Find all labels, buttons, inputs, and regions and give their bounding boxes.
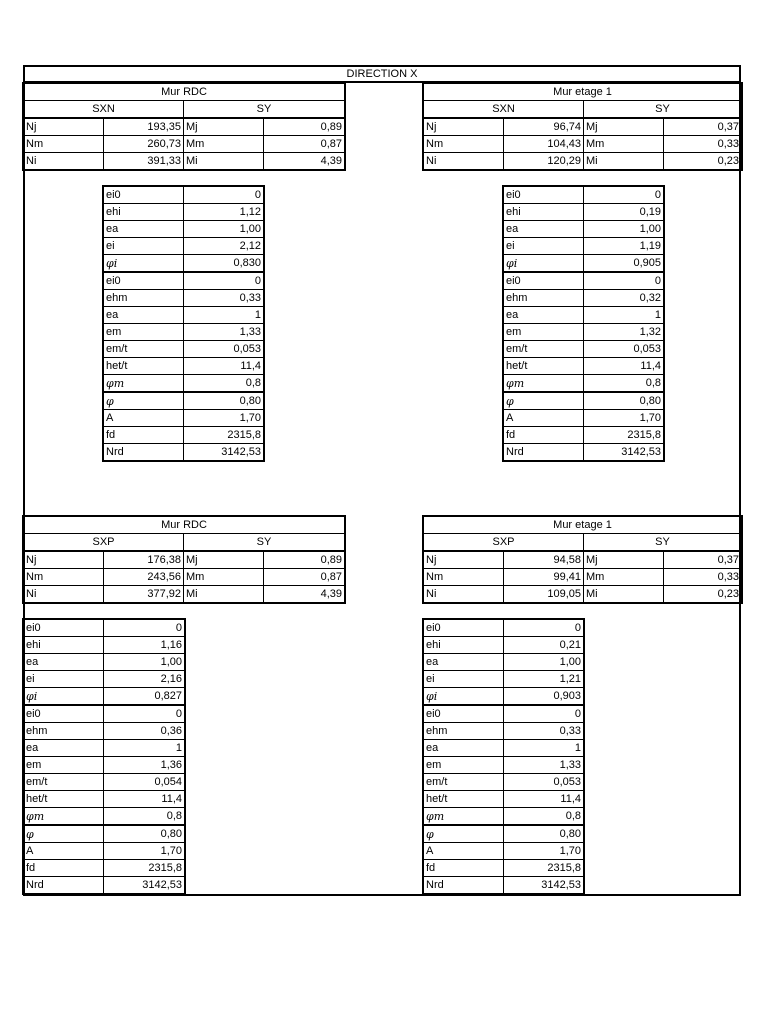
calc-label: ei0 [424, 705, 504, 723]
calc-label: ei0 [424, 620, 504, 637]
calc-label: ei0 [504, 272, 584, 290]
calc-value: 0 [184, 272, 264, 290]
calc-label: φi [24, 688, 104, 706]
row-label: Mj [184, 551, 264, 569]
row-label: Mi [584, 153, 664, 170]
calc-row [24, 620, 185, 637]
wall-title: Mur etage 1 [424, 517, 742, 534]
row-label: Mj [584, 551, 664, 569]
calc-label: ei0 [24, 705, 104, 723]
force-table-etage1-sxn [423, 83, 742, 170]
row-value: 243,56 [104, 569, 184, 586]
row-label: Nj [424, 551, 504, 569]
calc-label: A [424, 843, 504, 860]
calc-label: ea [504, 221, 584, 238]
calc-value: 3142,53 [504, 877, 584, 894]
calc-label: φ [24, 825, 104, 843]
calc-row [504, 255, 664, 273]
calc-label: φ [424, 825, 504, 843]
calc-value: 11,4 [184, 358, 264, 375]
row-value: 377,92 [104, 586, 184, 603]
calc-row [424, 877, 584, 894]
calc-row [504, 290, 664, 307]
calc-label: Nrd [104, 444, 184, 461]
calc-value: 0,21 [504, 637, 584, 654]
calc-table-rdc-sxp [23, 619, 185, 894]
calc-label: ehi [104, 204, 184, 221]
calc-row [424, 654, 584, 671]
calc-value: 0,19 [584, 204, 664, 221]
calc-row [24, 843, 185, 860]
row-label: Mm [584, 136, 664, 153]
calc-value: 3142,53 [584, 444, 664, 461]
calc-row [104, 375, 264, 393]
row-label: Nj [24, 551, 104, 569]
calc-label: het/t [424, 791, 504, 808]
calc-label: φm [104, 375, 184, 393]
col-header-sx: SXN [24, 101, 184, 119]
calc-value: 0,80 [184, 392, 264, 410]
calc-row [424, 825, 584, 843]
calc-row [24, 723, 185, 740]
row-value: 0,33 [664, 569, 742, 586]
calc-row [504, 375, 664, 393]
calc-row [104, 307, 264, 324]
row-value: 120,29 [504, 153, 584, 170]
calc-label: ei [504, 238, 584, 255]
calc-label: A [504, 410, 584, 427]
col-header-sy: SY [184, 101, 345, 119]
calc-value: 3142,53 [184, 444, 264, 461]
calc-value: 11,4 [104, 791, 185, 808]
calc-label: Nrd [24, 877, 104, 894]
row-value: 0,23 [664, 586, 742, 603]
calc-value: 0,32 [584, 290, 664, 307]
calc-value: 2315,8 [184, 427, 264, 444]
calc-value: 0,8 [104, 808, 185, 826]
calc-row [24, 791, 185, 808]
calc-label: fd [504, 427, 584, 444]
calc-row [424, 843, 584, 860]
calc-label: ea [424, 740, 504, 757]
row-value: 109,05 [504, 586, 584, 603]
row-label: Nj [24, 118, 104, 136]
calc-label: ei0 [24, 620, 104, 637]
calc-label: ehm [424, 723, 504, 740]
calc-label: het/t [24, 791, 104, 808]
calc-value: 0 [504, 620, 584, 637]
calc-value: 0,905 [584, 255, 664, 273]
row-value: 94,58 [504, 551, 584, 569]
calc-label: ei [24, 671, 104, 688]
calc-label: ea [424, 654, 504, 671]
calc-label: em [104, 324, 184, 341]
calc-label: φi [504, 255, 584, 273]
col-header-sx: SXN [424, 101, 584, 119]
calc-row [24, 654, 185, 671]
calc-value: 0,054 [104, 774, 185, 791]
calc-label: em/t [24, 774, 104, 791]
calc-value: 1,33 [184, 324, 264, 341]
row-label: Ni [424, 586, 504, 603]
calc-row [424, 688, 584, 706]
row-value: 4,39 [264, 153, 345, 170]
calc-row [104, 358, 264, 375]
col-header-sy: SY [584, 101, 742, 119]
calc-row [104, 392, 264, 410]
calc-label: ei0 [504, 187, 584, 204]
calc-row [104, 238, 264, 255]
calc-label: em [24, 757, 104, 774]
col-header-sx: SXP [424, 534, 584, 552]
calc-value: 0,8 [184, 375, 264, 393]
row-label: Nm [424, 569, 504, 586]
calc-label: het/t [104, 358, 184, 375]
calc-value: 1,70 [104, 843, 185, 860]
calc-table-etage1-sxp [423, 619, 584, 894]
col-header-sy: SY [584, 534, 742, 552]
calc-label: A [24, 843, 104, 860]
calc-row [104, 255, 264, 273]
calc-value: 1,00 [584, 221, 664, 238]
calc-row [24, 774, 185, 791]
calc-row [104, 324, 264, 341]
calc-value: 0,36 [104, 723, 185, 740]
calc-label: ei [104, 238, 184, 255]
calc-row [504, 221, 664, 238]
calc-label: ea [504, 307, 584, 324]
calc-row [24, 877, 185, 894]
calc-value: 0 [104, 705, 185, 723]
row-label: Mj [184, 118, 264, 136]
row-label: Mi [584, 586, 664, 603]
wall-title: Mur etage 1 [424, 84, 742, 101]
calc-label: em/t [424, 774, 504, 791]
calc-value: 0,053 [504, 774, 584, 791]
calc-row [424, 723, 584, 740]
calc-label: ehi [424, 637, 504, 654]
row-label: Ni [24, 586, 104, 603]
calc-label: Nrd [424, 877, 504, 894]
calc-row [504, 324, 664, 341]
calc-label: em/t [104, 341, 184, 358]
calc-row [424, 637, 584, 654]
calc-row [104, 272, 264, 290]
calc-value: 1 [184, 307, 264, 324]
calc-row [504, 444, 664, 461]
wall-title: Mur RDC [24, 517, 345, 534]
calc-table-rdc-sxn [103, 186, 264, 461]
calc-value: 11,4 [504, 791, 584, 808]
wall-title: Mur RDC [24, 84, 345, 101]
calc-row [104, 341, 264, 358]
calc-value: 0,903 [504, 688, 584, 706]
calc-row [24, 740, 185, 757]
row-label: Ni [24, 153, 104, 170]
calc-value: 2315,8 [504, 860, 584, 877]
row-value: 0,37 [664, 551, 742, 569]
calc-label: em/t [504, 341, 584, 358]
row-value: 0,87 [264, 136, 345, 153]
calc-row [424, 860, 584, 877]
calc-value: 0,80 [584, 392, 664, 410]
row-label: Mm [184, 569, 264, 586]
calc-row [504, 307, 664, 324]
calc-label: φ [504, 392, 584, 410]
calc-label: φ [104, 392, 184, 410]
row-value: 391,33 [104, 153, 184, 170]
row-label: Nm [424, 136, 504, 153]
calc-row [104, 204, 264, 221]
calc-label: fd [424, 860, 504, 877]
row-value: 4,39 [264, 586, 345, 603]
calc-row [504, 204, 664, 221]
row-value: 0,37 [664, 118, 742, 136]
calc-value: 1,32 [584, 324, 664, 341]
calc-label: φm [424, 808, 504, 826]
row-label: Nm [24, 569, 104, 586]
calc-row [504, 341, 664, 358]
calc-label: φi [104, 255, 184, 273]
force-table-rdc-sxn [23, 83, 345, 170]
calc-row [424, 705, 584, 723]
calc-value: 1,00 [504, 654, 584, 671]
calc-label: ei0 [104, 272, 184, 290]
calc-value: 1,00 [104, 654, 185, 671]
calc-value: 1,70 [584, 410, 664, 427]
row-value: 260,73 [104, 136, 184, 153]
calc-label: ei0 [104, 187, 184, 204]
calc-label: A [104, 410, 184, 427]
calc-row [424, 671, 584, 688]
calc-row [424, 774, 584, 791]
calc-label: Nrd [504, 444, 584, 461]
calc-row [104, 221, 264, 238]
calc-label: ea [24, 740, 104, 757]
calc-label: em [504, 324, 584, 341]
calc-value: 0,8 [504, 808, 584, 826]
calc-value: 1,70 [504, 843, 584, 860]
calc-label: ehm [104, 290, 184, 307]
calc-value: 1 [504, 740, 584, 757]
direction-title: DIRECTION X [23, 65, 741, 83]
calc-row [504, 238, 664, 255]
calc-value: 0 [584, 187, 664, 204]
col-header-sx: SXP [24, 534, 184, 552]
row-label: Nj [424, 118, 504, 136]
row-value: 0,89 [264, 118, 345, 136]
calc-label: φm [24, 808, 104, 826]
calc-row [24, 860, 185, 877]
calc-row [424, 620, 584, 637]
calc-label: φi [424, 688, 504, 706]
calc-row [424, 791, 584, 808]
row-value: 99,41 [504, 569, 584, 586]
force-table-rdc-sxp [23, 516, 345, 603]
row-value: 0,89 [264, 551, 345, 569]
row-value: 96,74 [504, 118, 584, 136]
calc-label: fd [24, 860, 104, 877]
calc-row [424, 740, 584, 757]
calc-row [24, 757, 185, 774]
calc-value: 0,80 [104, 825, 185, 843]
calc-value: 2315,8 [104, 860, 185, 877]
calc-value: 11,4 [584, 358, 664, 375]
force-table-etage1-sxp [423, 516, 742, 603]
calc-label: ea [24, 654, 104, 671]
calc-row [24, 688, 185, 706]
calc-value: 0,053 [584, 341, 664, 358]
calc-value: 3142,53 [104, 877, 185, 894]
calc-row [424, 808, 584, 826]
calc-value: 1,16 [104, 637, 185, 654]
calc-label: ei [424, 671, 504, 688]
calc-value: 0,33 [184, 290, 264, 307]
calc-row [24, 825, 185, 843]
row-label: Nm [24, 136, 104, 153]
calc-value: 2,12 [184, 238, 264, 255]
calc-row [504, 392, 664, 410]
col-header-sy: SY [184, 534, 345, 552]
calc-row [504, 358, 664, 375]
row-label: Mm [184, 136, 264, 153]
calc-row [104, 410, 264, 427]
calc-label: ea [104, 307, 184, 324]
calc-value: 0,053 [184, 341, 264, 358]
calc-label: ea [104, 221, 184, 238]
calc-row [424, 757, 584, 774]
row-value: 0,23 [664, 153, 742, 170]
calc-value: 0 [184, 187, 264, 204]
calc-label: ehi [24, 637, 104, 654]
calc-row [504, 427, 664, 444]
calc-value: 0,33 [504, 723, 584, 740]
calc-value: 1,36 [104, 757, 185, 774]
calc-label: ehi [504, 204, 584, 221]
calc-value: 1,19 [584, 238, 664, 255]
calc-label: ehm [24, 723, 104, 740]
row-value: 0,87 [264, 569, 345, 586]
calc-value: 1 [584, 307, 664, 324]
row-label: Mi [184, 586, 264, 603]
calc-row [104, 444, 264, 461]
calc-value: 1,33 [504, 757, 584, 774]
calc-row [24, 808, 185, 826]
calc-label: fd [104, 427, 184, 444]
calc-label: φm [504, 375, 584, 393]
calc-value: 0,827 [104, 688, 185, 706]
calc-row [104, 427, 264, 444]
calc-label: ehm [504, 290, 584, 307]
calc-value: 1,21 [504, 671, 584, 688]
row-value: 104,43 [504, 136, 584, 153]
calc-label: em [424, 757, 504, 774]
row-value: 193,35 [104, 118, 184, 136]
row-label: Mm [584, 569, 664, 586]
calc-row [24, 705, 185, 723]
calc-value: 1,12 [184, 204, 264, 221]
calc-value: 1,00 [184, 221, 264, 238]
calc-value: 1,70 [184, 410, 264, 427]
row-label: Ni [424, 153, 504, 170]
calc-value: 0,830 [184, 255, 264, 273]
row-label: Mi [184, 153, 264, 170]
row-label: Mj [584, 118, 664, 136]
calc-row [504, 187, 664, 204]
row-value: 176,38 [104, 551, 184, 569]
calc-value: 0 [584, 272, 664, 290]
calc-row [104, 187, 264, 204]
calc-label: het/t [504, 358, 584, 375]
row-value: 0,33 [664, 136, 742, 153]
calc-value: 0 [104, 620, 185, 637]
calc-value: 0 [504, 705, 584, 723]
calc-value: 0,8 [584, 375, 664, 393]
calc-value: 1 [104, 740, 185, 757]
calc-value: 0,80 [504, 825, 584, 843]
calc-row [504, 272, 664, 290]
calc-row [504, 410, 664, 427]
calc-table-etage1-sxn [503, 186, 664, 461]
calc-value: 2,16 [104, 671, 185, 688]
calc-row [24, 671, 185, 688]
calc-value: 2315,8 [584, 427, 664, 444]
calc-row [104, 290, 264, 307]
calc-row [24, 637, 185, 654]
